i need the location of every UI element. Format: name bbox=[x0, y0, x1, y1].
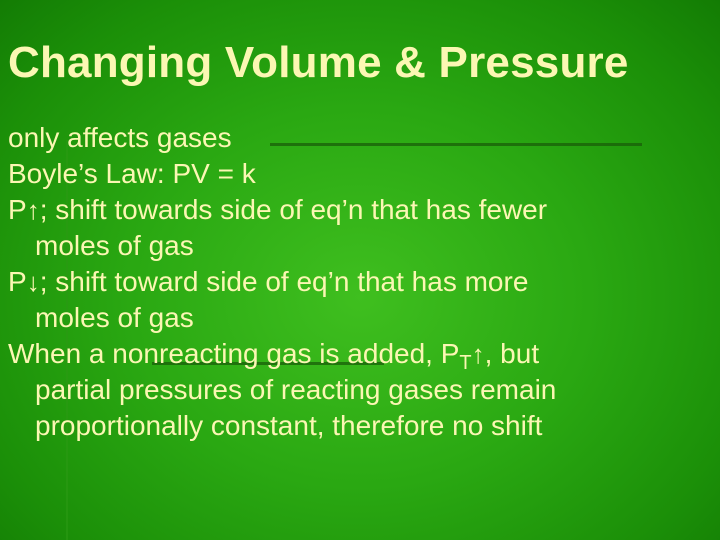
bullet-continuation: moles of gas bbox=[35, 230, 194, 261]
arrow-down-icon: ↓ bbox=[26, 267, 40, 297]
pressure-symbol: P bbox=[8, 194, 27, 225]
bullet-continuation: partial pressures of reacting gases remain bbox=[35, 374, 557, 405]
slide-body bbox=[8, 120, 712, 444]
bullet-boyles-law: Boyle’s Law: PV = k bbox=[8, 158, 256, 189]
pressure-symbol: P bbox=[8, 266, 27, 297]
bullet-text: ; shift toward side of eq’n that has more bbox=[39, 266, 529, 297]
bullet-text: , but bbox=[484, 338, 540, 369]
bullet-text: When a nonreacting gas is added, P bbox=[8, 338, 460, 369]
bullet-continuation: proportionally constant, therefore no shift bbox=[35, 410, 543, 441]
slide-title: Changing Volume & Pressure bbox=[8, 38, 629, 87]
bullet-nonreacting-gas bbox=[8, 336, 712, 372]
bullet-pressure-increase bbox=[8, 192, 712, 228]
bullet-continuation: moles of gas bbox=[35, 302, 194, 333]
bullet-text: ; shift towards side of eq’n that has fewer bbox=[39, 194, 548, 225]
total-subscript: T bbox=[459, 352, 472, 374]
arrow-up-icon: ↑ bbox=[26, 195, 40, 225]
arrow-up-icon: ↑ bbox=[471, 339, 485, 369]
bullet-only-affects-gases: only affects gases bbox=[8, 122, 232, 153]
bullet-pressure-decrease bbox=[8, 264, 712, 300]
